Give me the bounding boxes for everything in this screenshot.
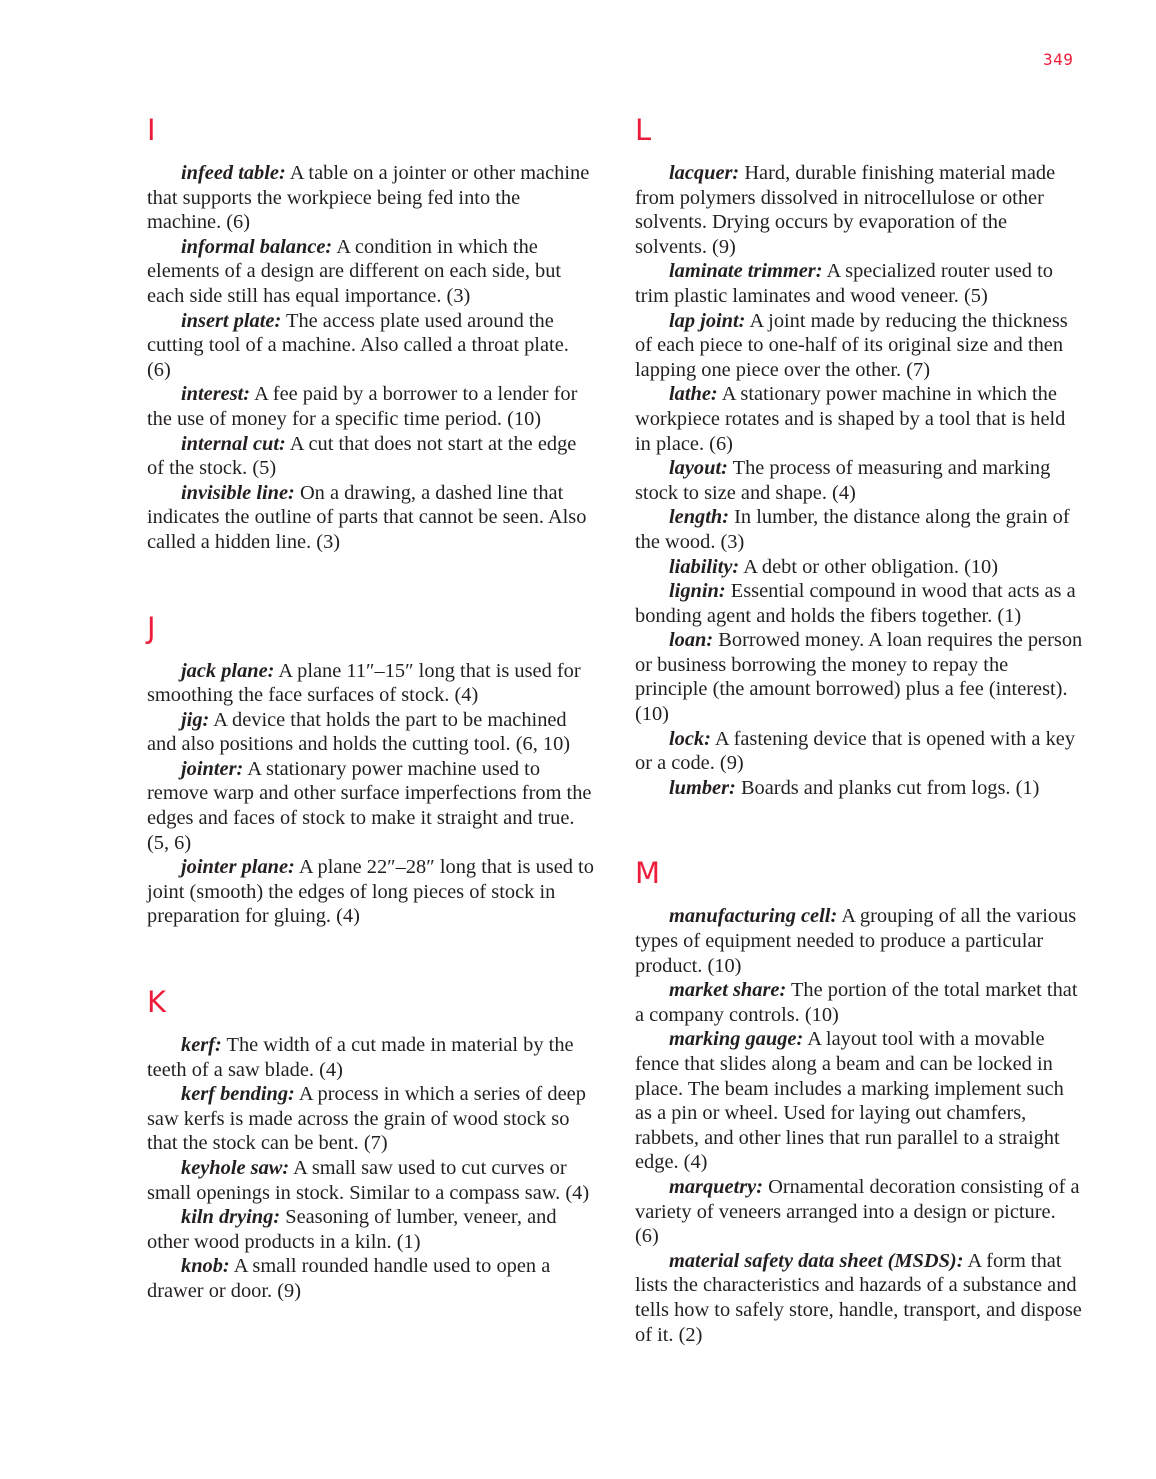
glossary-entry — [147, 1156, 595, 1205]
glossary-section-m — [635, 856, 1083, 1347]
glossary-entry — [635, 309, 1083, 383]
glossary-entry — [147, 481, 595, 555]
glossary-entry — [147, 1033, 595, 1082]
glossary-entry — [147, 382, 595, 431]
glossary-section-i — [147, 113, 595, 555]
entry-definition: A small rounded handle used to open a drawer or door. (9) — [147, 1255, 551, 1302]
entry-term: lock: — [669, 727, 711, 750]
entry-term: laminate trimmer: — [669, 260, 823, 283]
entry-definition: A condition in which the elements of a design are different on each side, but each side still has equal importance. (3) — [147, 235, 562, 307]
entry-definition: In lumber, the distance along the grain of the wood. (3) — [635, 506, 1070, 553]
glossary-entry — [147, 659, 595, 708]
entry-definition: Borrowed money. A loan requires the person or business borrowing the money to repay the principle (the amount borrowed) plus a fee (interest). (10) — [635, 629, 1083, 726]
entry-term: lathe: — [669, 383, 718, 406]
entry-term: marquetry: — [669, 1175, 764, 1198]
entry-term: lacquer: — [669, 162, 740, 184]
entry-term: manufacturing cell: — [669, 905, 838, 928]
entry-term: jointer: — [181, 757, 244, 780]
glossary-entry — [147, 1254, 595, 1303]
glossary-entry — [635, 904, 1083, 978]
section-spacer — [147, 555, 595, 611]
glossary-entry — [635, 382, 1083, 456]
entry-term: market share: — [669, 979, 787, 1002]
entry-term: jig: — [181, 708, 210, 731]
entry-definition: A plane 22″–28″ long that is used to joint (smooth) the edges of long pieces of stock in preparation for gluing. (4) — [147, 856, 594, 928]
entry-definition: The access plate used around the cutting tool of a machine. Also called a throat plate. (6) — [147, 309, 569, 381]
entry-definition: A device that holds the part to be machined and also positions and holds the cutting tool. (6, 10) — [147, 708, 571, 756]
glossary-entry — [635, 579, 1083, 628]
glossary-entry — [635, 727, 1083, 776]
entry-definition: Boards and planks cut from logs. (1) — [735, 776, 1040, 799]
entry-term: informal balance: — [181, 235, 333, 258]
glossary-entry — [635, 161, 1083, 259]
entry-term: jointer plane: — [181, 856, 295, 879]
glossary-entry — [635, 505, 1083, 554]
section-letter: M — [635, 856, 661, 891]
entry-definition: A small saw used to cut curves or small openings in stock. Similar to a compass saw. (4) — [147, 1157, 590, 1204]
entry-definition: The portion of the total market that a company controls. (10) — [635, 979, 1078, 1026]
entry-definition: A plane 11″–15″ long that is used for smoothing the face surfaces of stock. (4) — [147, 659, 581, 707]
glossary-entry — [147, 235, 595, 309]
entry-definition: A grouping of all the various types of equipment needed to produce a particular product. (10) — [635, 905, 1077, 977]
entry-term: internal cut: — [181, 432, 286, 455]
glossary-entry — [635, 456, 1083, 505]
glossary-entry — [147, 309, 595, 383]
entry-term: layout: — [669, 457, 728, 480]
entry-definition: Essential compound in wood that acts as a bonding agent and holds the fibers together. (1) — [635, 580, 1076, 627]
glossary-entry — [635, 259, 1083, 308]
section-spacer — [635, 800, 1083, 856]
entry-definition: A stationary power machine in which the workpiece rotates and is shaped by a tool that is held in place. (6) — [635, 383, 1066, 455]
page-number: 349 — [1043, 50, 1074, 69]
section-letter: L — [635, 113, 652, 147]
entry-term: kerf bending: — [181, 1083, 295, 1106]
right-column — [635, 113, 1083, 1347]
entry-term: kiln drying: — [181, 1206, 281, 1229]
entry-definition: A table on a jointer or other machine that supports the workpiece being fed into the machine. (6) — [147, 162, 590, 234]
glossary-section-k — [147, 985, 595, 1304]
entry-definition: A layout tool with a movable fence that slides along a beam and can be locked in place. The beam includes a marking implement such as a pin or wheel. Used for laying out chamfers, rabbets, and other lines that run parallel to a straight edge. (4) — [635, 1028, 1064, 1174]
entry-definition: A cut that does not start at the edge of the stock. (5) — [147, 432, 577, 480]
glossary-entry — [635, 978, 1083, 1027]
entry-term: jack plane: — [181, 659, 275, 682]
glossary-entry — [147, 1082, 595, 1156]
entry-definition: A joint made by reducing the thickness of each piece to one-half of its original size and then lapping one piece over the other. (7) — [635, 309, 1068, 381]
glossary-entry — [147, 757, 595, 855]
glossary-entry — [635, 1175, 1083, 1249]
section-letter: I — [147, 113, 156, 147]
glossary-entry — [635, 555, 1083, 580]
entry-term: material safety data sheet (MSDS): — [669, 1249, 964, 1272]
glossary-entry — [147, 1205, 595, 1254]
entry-term: kerf: — [181, 1034, 222, 1057]
entry-definition: Hard, durable finishing material made from polymers dissolved in nitrocellulose or other solvents. Drying occurs by evaporation of the solvents. (9) — [635, 162, 1056, 258]
entry-term: marking gauge: — [669, 1028, 804, 1051]
section-spacer — [147, 929, 595, 985]
entry-term: loan: — [669, 629, 714, 652]
entry-definition: A fastening device that is opened with a key or a code. (9) — [635, 727, 1076, 775]
entry-term: lumber: — [669, 776, 736, 799]
entry-definition: A stationary power machine used to remove warp and other surface imperfections from the edges and faces of stock to make it straight and true. (5, 6) — [147, 757, 592, 854]
glossary-section-l — [635, 113, 1083, 800]
entry-term: interest: — [181, 383, 251, 406]
entry-definition: A process in which a series of deep saw kerfs is made across the grain of wood stock so that the stock can be bent. (7) — [147, 1083, 586, 1155]
entry-term: knob: — [181, 1255, 230, 1278]
entry-term: insert plate: — [181, 309, 282, 332]
entry-term: length: — [669, 506, 730, 529]
entry-definition: A form that lists the characteristics and hazards of a substance and tells how to safely store, handle, transport, and dispose of it. (2) — [635, 1249, 1082, 1346]
glossary-section-j — [147, 611, 595, 930]
glossary-entry — [635, 628, 1083, 726]
entry-term: keyhole saw: — [181, 1157, 290, 1179]
entry-definition: On a drawing, a dashed line that indicates the outline of parts that cannot be seen. Also called a hidden line. (3) — [147, 481, 587, 553]
entry-definition: A fee paid by a borrower to a lender for the use of money for a specific time period. (10) — [147, 383, 578, 430]
entry-term: lignin: — [669, 580, 726, 603]
glossary-entry — [147, 708, 595, 757]
entry-definition: The width of a cut made in material by the teeth of a saw blade. (4) — [147, 1034, 574, 1081]
glossary-entry — [147, 855, 595, 929]
entry-definition: A debt or other obligation. (10) — [739, 555, 999, 578]
entry-definition: Seasoning of lumber, veneer, and other wood products in a kiln. (1) — [147, 1206, 557, 1253]
entry-term: invisible line: — [181, 481, 295, 504]
glossary-entry — [635, 1027, 1083, 1175]
entry-term: lap joint: — [669, 309, 746, 332]
entry-definition: Ornamental decoration consisting of a variety of veneers arranged into a design or picture. (6) — [635, 1175, 1080, 1248]
entry-term: infeed table: — [181, 162, 286, 184]
glossary-entry — [635, 1249, 1083, 1347]
glossary-entry — [147, 161, 595, 235]
entry-term: liability: — [669, 555, 740, 578]
section-letter: K — [147, 985, 167, 1020]
glossary-entry — [635, 776, 1083, 801]
glossary-entry — [147, 432, 595, 481]
entry-definition: The process of measuring and marking stock to size and shape. (4) — [635, 457, 1051, 504]
left-column — [147, 113, 595, 1304]
section-letter: J — [147, 610, 156, 645]
entry-definition: A specialized router used to trim plastic laminates and wood veneer. (5) — [635, 260, 1053, 307]
